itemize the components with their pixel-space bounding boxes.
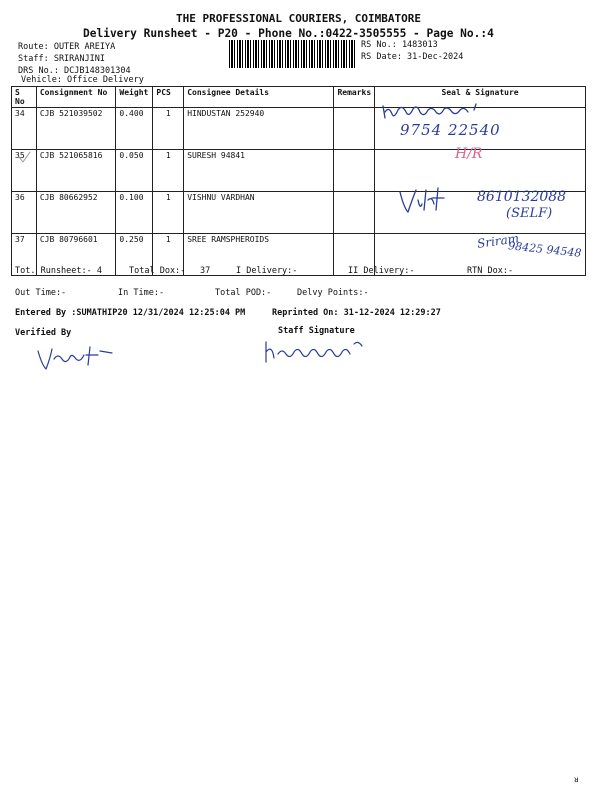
cell-consignee: HINDUSTAN 252940	[184, 108, 334, 150]
handwritten-phone-37: 98425 94548	[507, 239, 582, 260]
col-weight: Weight	[116, 87, 153, 108]
cell-consignment: CJB 521039502	[36, 108, 116, 150]
col-pcs: PCS	[153, 87, 184, 108]
cell-pcs: 1	[153, 108, 184, 150]
cell-remarks	[334, 192, 375, 234]
col-seal: Seal & Signature	[375, 87, 586, 108]
out-time: Out Time:-	[15, 288, 67, 298]
cell-weight: 0.400	[116, 108, 153, 150]
total-pod: Total POD:-	[215, 288, 272, 298]
cell-consignment: CJB 80796601	[36, 234, 116, 276]
cell-consignment: CJB 521065816	[36, 150, 116, 192]
rs-date: RS Date: 31-Dec-2024	[361, 52, 464, 62]
total-runsheet: Tot. Runsheet:- 4	[15, 266, 102, 276]
company-name: THE PROFESSIONAL COURIERS, COIMBATORE	[176, 12, 422, 25]
drs-number: DRS No.: DCJB148301304	[18, 66, 131, 76]
cell-weight: 0.250	[116, 234, 153, 276]
in-time: In Time:-	[118, 288, 165, 298]
col-remarks: Remarks	[334, 87, 375, 108]
col-consignee: Consignee Details	[184, 87, 334, 108]
cell-remarks	[334, 108, 375, 150]
corner-mark: ᴚ	[574, 775, 579, 784]
staff-signature	[262, 338, 372, 368]
cell-remarks	[334, 150, 375, 192]
cell-sno: 34	[12, 108, 37, 150]
entered-by: Entered By :SUMATHIP20 12/31/2024 12:25:04 PM	[15, 308, 246, 318]
handwritten-signature-36	[398, 186, 450, 216]
table-row	[12, 150, 586, 192]
handwritten-phone-34: 9754 22540	[400, 121, 501, 139]
cell-consignee: VISHNU VARDHAN	[184, 192, 334, 234]
ii-delivery: II Delivery:-	[348, 266, 415, 276]
cell-weight: 0.100	[116, 192, 153, 234]
pencil-tick-icon	[18, 151, 32, 165]
cell-weight: 0.050	[116, 150, 153, 192]
handwritten-self-note: (SELF)	[506, 206, 553, 221]
vehicle: Vehicle: Office Delivery	[21, 75, 144, 85]
verifier-signature	[36, 345, 126, 377]
verified-by-label: Verified By	[15, 328, 72, 338]
handwritten-phone-36: 8610132088	[477, 189, 567, 205]
cell-pcs: 1	[153, 150, 184, 192]
cell-sno: 35	[12, 150, 37, 192]
staff-signature-label: Staff Signature	[278, 326, 355, 336]
rtn-dox: RTN Dox:-	[467, 266, 514, 276]
total-dox-label: Total Dox:-	[129, 266, 186, 276]
handwritten-name-37: Sriram	[476, 231, 520, 251]
total-dox-value: 37	[200, 266, 211, 276]
runsheet-title: Delivery Runsheet - P20 - Phone No.:0422-3505555 - Page No.:4	[83, 27, 494, 40]
cell-sno: 37	[12, 234, 37, 276]
rs-number: RS No.: 1483013	[361, 40, 438, 50]
handwritten-tamil-signature	[380, 100, 500, 122]
cell-consignee: SREE RAMSPHEROIDS	[184, 234, 334, 276]
route: Route: OUTER AREIYA	[18, 42, 116, 52]
col-sno: S No	[12, 87, 37, 108]
handwritten-hr-mark: H/R	[455, 146, 483, 162]
cell-pcs: 1	[153, 192, 184, 234]
delvy-points: Delvy Points:-	[297, 288, 369, 298]
reprinted-on: Reprinted On: 31-12-2024 12:29:27	[272, 308, 441, 318]
cell-pcs: 1	[153, 234, 184, 276]
staff: Staff: SRIRANJINI	[18, 54, 105, 64]
col-consignment: Consignment No	[36, 87, 116, 108]
cell-consignment: CJB 80662952	[36, 192, 116, 234]
cell-sno: 36	[12, 192, 37, 234]
i-delivery: I Delivery:-	[236, 266, 298, 276]
barcode-image	[229, 40, 356, 68]
cell-consignee: SURESH 94841	[184, 150, 334, 192]
